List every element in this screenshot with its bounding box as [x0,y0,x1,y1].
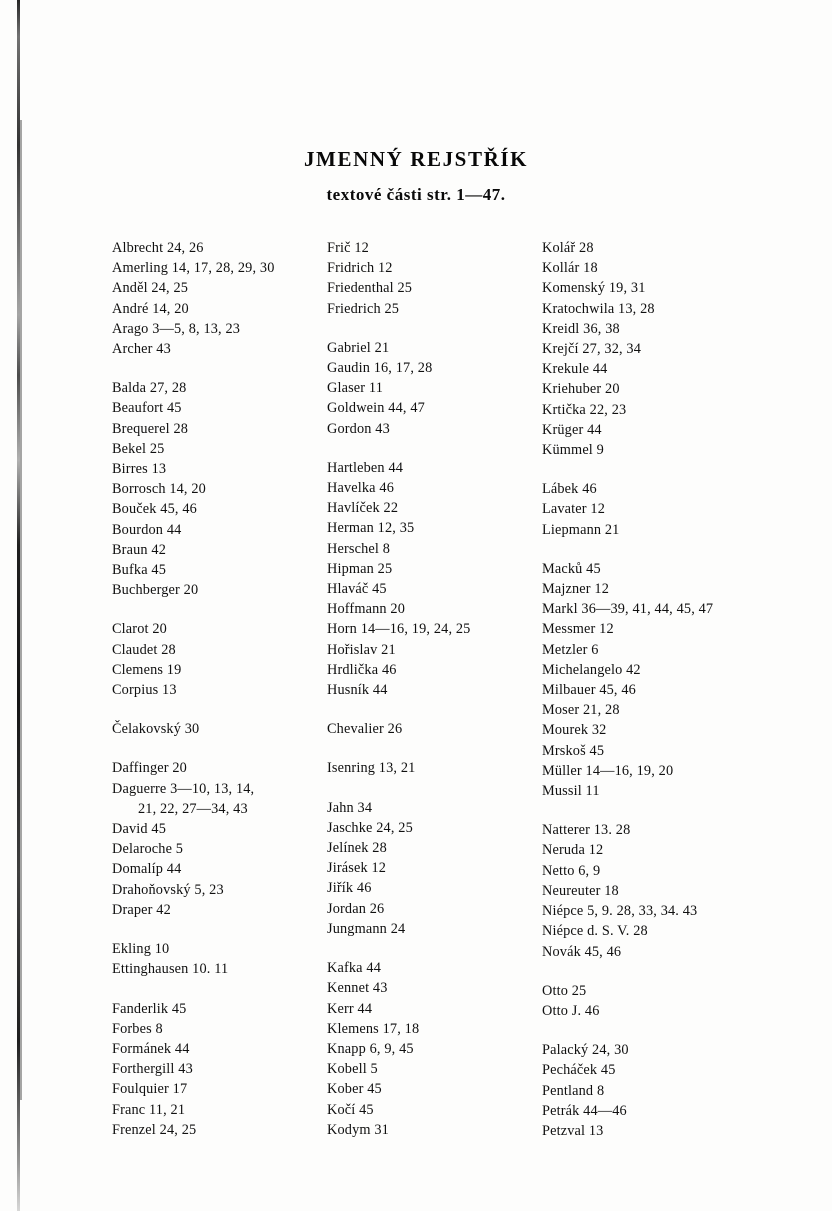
index-entry: Pecháček 45 [542,1062,616,1079]
index-entry: Clemens 19 [112,661,182,678]
index-entry: Gaudin 16, 17, 28 [327,360,433,377]
index-entry: Kočí 45 [327,1101,374,1118]
index-entry: Fridrich 12 [327,260,393,277]
index-entry: Borrosch 14, 20 [112,481,206,498]
index-entry: Moser 21, 28 [542,702,620,719]
index-entry: Herschel 8 [327,540,391,557]
index-group [112,939,327,979]
index-entry: Kreidl 36, 38 [542,320,620,337]
index-entry: Foulquier 17 [112,1081,188,1098]
index-entry: Niépce d. S. V. 28 [542,923,648,940]
index-entry: Kratochwila 13, 28 [542,300,655,317]
index-entry: Krekule 44 [542,361,608,378]
index-group [327,338,542,439]
index-entry: Kafka 44 [327,960,381,977]
index-entry: Domalíp 44 [112,861,182,878]
index-group [112,619,327,700]
index-entry: Jirásek 12 [327,860,387,877]
index-group [327,758,542,778]
index-entry: Milbauer 45, 46 [542,682,636,699]
index-group [542,1040,772,1141]
index-group [112,238,327,359]
index-entry: Havlíček 22 [327,500,399,517]
index-entry: Husník 44 [327,682,388,699]
index-entry: Neureuter 18 [542,882,619,899]
index-entry: David 45 [112,821,167,838]
index-entry: Balda 27, 28 [112,380,187,397]
index-entry: Hořislav 21 [327,641,396,658]
index-entry: Michelangelo 42 [542,661,641,678]
index-group [112,999,327,1140]
index-entry: Chevalier 26 [327,721,403,738]
index-entry: Petzval 13 [542,1122,604,1139]
index-entry: Mourek 32 [542,722,607,739]
index-group [542,981,772,1021]
index-entry: Majzner 12 [542,581,610,598]
index-entry: Goldwein 44, 47 [327,400,425,417]
index-entry: Amerling 14, 17, 28, 29, 30 [112,260,275,277]
index-entry: Knapp 6, 9, 45 [327,1040,414,1057]
index-entry: Frič 12 [327,240,369,256]
index-entry: Bufka 45 [112,562,167,579]
index-entry: Klemens 17, 18 [327,1020,420,1037]
index-entry: Otto J. 46 [542,1002,600,1019]
index-entry: Glaser 11 [327,380,384,397]
index-entry: Forbes 8 [112,1020,163,1037]
index-entry: Jelínek 28 [327,840,387,857]
index-entry: André 14, 20 [112,300,189,317]
index-entry: Kollár 18 [542,260,598,277]
index-entry: Brequerel 28 [112,420,189,437]
index-entry: Frenzel 24, 25 [112,1121,197,1138]
index-header [0,148,832,205]
index-entry: Bouček 45, 46 [112,501,197,518]
index-entry: Ettinghausen 10. 11 [112,961,229,978]
index-entry: Neruda 12 [542,842,604,859]
index-entry: Hartleben 44 [327,459,404,476]
index-group [327,798,542,939]
index-entry: Birres 13 [112,461,167,478]
index-entry: Liepmann 21 [542,521,620,538]
index-entry: Horn 14—16, 19, 24, 25 [327,621,471,638]
index-entry: Daffinger 20 [112,760,187,777]
column-2 [327,238,542,1140]
index-entry: Mrskoš 45 [542,742,605,759]
index-entry: Gabriel 21 [327,339,390,356]
column-3 [542,238,772,1141]
index-entry: Ekling 10 [112,941,170,958]
index-entry: Jahn 34 [327,799,373,816]
index-entry: Novák 45, 46 [542,943,622,960]
index-entry: Krüger 44 [542,421,602,438]
index-entry: Albrecht 24, 26 [112,240,204,256]
index-entry: Archer 43 [112,341,171,358]
index-entry: Lábek 46 [542,481,597,498]
index-group [542,559,772,801]
index-entry: Delaroche 5 [112,841,184,858]
index-entry: Kennet 43 [327,980,388,997]
index-entry: Formánek 44 [112,1040,190,1057]
index-entry: Beaufort 45 [112,400,182,417]
index-entry: Messmer 12 [542,621,614,638]
index-entry: Čelakovský 30 [112,721,200,738]
index-entry: Jaschke 24, 25 [327,819,413,836]
index-entry: Kober 45 [327,1081,382,1098]
index-entry: Markl 36—39, 41, 44, 45, 47 [542,601,714,618]
index-entry: Friedenthal 25 [327,280,413,297]
index-entry: Pentland 8 [542,1082,605,1099]
index-entry: Arago 3—5, 8, 13, 23 [112,320,241,337]
index-entry: Metzler 6 [542,641,599,658]
page-subtitle: textové části str. 1—47. [326,185,506,205]
index-entry: Draper 42 [112,901,171,918]
index-entry: Corpius 13 [112,682,177,699]
index-group [112,719,327,739]
index-group [327,238,542,319]
index-entry: Hrdlička 46 [327,661,397,678]
index-entry: Franc 11, 21 [112,1101,186,1118]
index-entry: Havelka 46 [327,480,395,497]
index-entry: Palacký 24, 30 [542,1042,629,1059]
index-entry: Buchberger 20 [112,582,199,599]
index-entry: Mussil 11 [542,783,600,800]
index-entry: Anděl 24, 25 [112,280,189,297]
index-entry: 21, 22, 27—34, 43 [138,800,248,817]
index-entry: Herman 12, 35 [327,520,415,537]
index-entry: Otto 25 [542,982,587,999]
page-title: JMENNÝ REJSTŘÍK [303,147,529,171]
index-entry: Kriehuber 20 [542,381,620,398]
index-group [542,238,772,460]
index-entry: Niépce 5, 9. 28, 33, 34. 43 [542,903,698,920]
index-entry: Lavater 12 [542,501,606,518]
index-group [112,378,327,600]
index-entry: Müller 14—16, 19, 20 [542,762,674,779]
index-entry: Forthergill 43 [112,1061,193,1078]
index-entry: Jordan 26 [327,900,385,917]
index-group [327,719,542,739]
index-entry: Daguerre 3—10, 13, 14, [112,780,255,797]
index-entry: Krtička 22, 23 [542,401,627,418]
index-entry: Gordon 43 [327,420,390,437]
index-entry: Drahoňovský 5, 23 [112,881,224,898]
index-entry: Kolář 28 [542,240,594,256]
index-entry: Krejčí 27, 32, 34 [542,341,642,358]
index-entry: Clarot 20 [112,621,167,638]
index-entry: Bekel 25 [112,440,165,457]
index-entry: Kümmel 9 [542,442,604,459]
index-entry: Braun 42 [112,541,167,558]
index-entry: Kerr 44 [327,1000,373,1017]
index-group [542,479,772,540]
index-group [112,758,327,920]
index-entry: Macků 45 [542,560,601,577]
index-entry: Jungmann 24 [327,920,406,937]
index-entry: Netto 6, 9 [542,862,601,879]
index-entry: Bourdon 44 [112,521,182,538]
index-entry: Petrák 44—46 [542,1102,627,1119]
index-entry: Hoffmann 20 [327,601,406,618]
index-entry: Hipman 25 [327,560,393,577]
index-entry: Komenský 19, 31 [542,280,646,297]
index-columns [112,238,792,1141]
index-group [327,958,542,1140]
index-entry: Kodym 31 [327,1121,389,1138]
index-entry: Hlaváč 45 [327,581,387,598]
index-entry: Kobell 5 [327,1061,378,1078]
index-entry: Fanderlik 45 [112,1000,187,1017]
index-entry: Claudet 28 [112,641,176,658]
index-entry: Jiřík 46 [327,880,372,897]
index-group [327,458,542,700]
index-entry: Friedrich 25 [327,300,400,317]
column-1 [112,238,327,1140]
index-entry: Natterer 13. 28 [542,822,631,839]
index-entry: Isenring 13, 21 [327,760,416,777]
index-group [542,820,772,961]
